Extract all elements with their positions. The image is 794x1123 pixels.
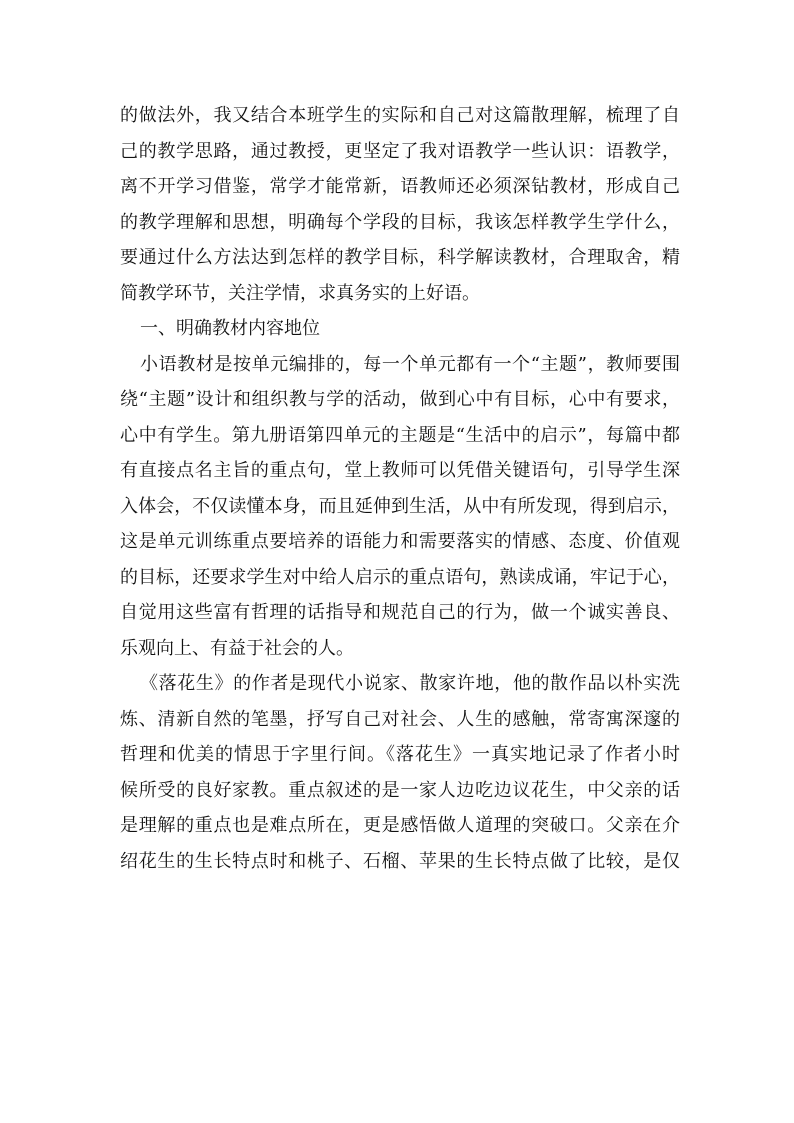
- text-line: 心中有学生。第九册语第四单元的主题是“生活中的启示”，每篇中都: [120, 424, 680, 446]
- section-heading: 一、明确教材内容地位: [140, 318, 320, 339]
- text-line: 要通过什么方法达到怎样的教学目标，科学解读教材，合理取舍，精: [120, 247, 680, 268]
- text-line: 乐观向上、有益于社会的人。: [120, 637, 354, 659]
- text-line: 简教学环节，关注学情，求真务实的上好语。: [120, 282, 480, 304]
- text-line: 哲理和优美的情思于字里行间。《落花生》一真实地记录了作者小时: [120, 744, 680, 765]
- text-line: 小语教材是按单元编排的，每一个单元都有一个“主题”，教师要围: [140, 353, 680, 375]
- text-line: 自觉用这些富有哲理的话指导和规范自己的行为，做一个诚实善良、: [120, 602, 680, 623]
- text-line: 《落花生》的作者是现代小说家、散家许地，他的散作品以朴实洗: [140, 673, 680, 694]
- text-line: 候所受的良好家教。重点叙述的是一家人边吃边议花生，中父亲的话: [120, 779, 680, 801]
- text-line: 离不开学习借鉴，常学才能常新，语教师还必须深钻教材，形成自己: [120, 176, 680, 197]
- text-line: 绕“主题”设计和组织教与学的活动，做到心中有目标，心中有要求，: [120, 389, 680, 410]
- text-line: 入体会，不仅读懂本身，而且延伸到生活，从中有所发现，得到启示，: [120, 495, 680, 517]
- text-line: 的目标，还要求学生对中给人启示的重点语句，熟读成诵，牢记于心，: [120, 566, 680, 588]
- text-line: 绍花生的生长特点时和桃子、石榴、苹果的生长特点做了比较，是仅: [120, 850, 680, 872]
- text-line: 这是单元训练重点要培养的语能力和需要落实的情感、态度、价值观: [120, 531, 680, 552]
- text-line: 的教学理解和思想，明确每个学段的目标，我该怎样教学生学什么，: [120, 211, 680, 233]
- document-body: [120, 98, 680, 879]
- text-line: 炼、清新自然的笔墨，抒写自己对社会、人生的感触，常寄寓深邃的: [120, 708, 680, 730]
- text-line: 己的教学思路，通过教授，更坚定了我对语教学一些认识：语教学，: [120, 140, 680, 162]
- text-line: 有直接点名主旨的重点句，堂上教师可以凭借关键语句，引导学生深: [120, 460, 680, 481]
- text-line: 是理解的重点也是难点所在，更是感悟做人道理的突破口。父亲在介: [120, 815, 680, 836]
- text-line: 的做法外，我又结合本班学生的实际和自己对这篇散理解，梳理了自: [120, 105, 680, 126]
